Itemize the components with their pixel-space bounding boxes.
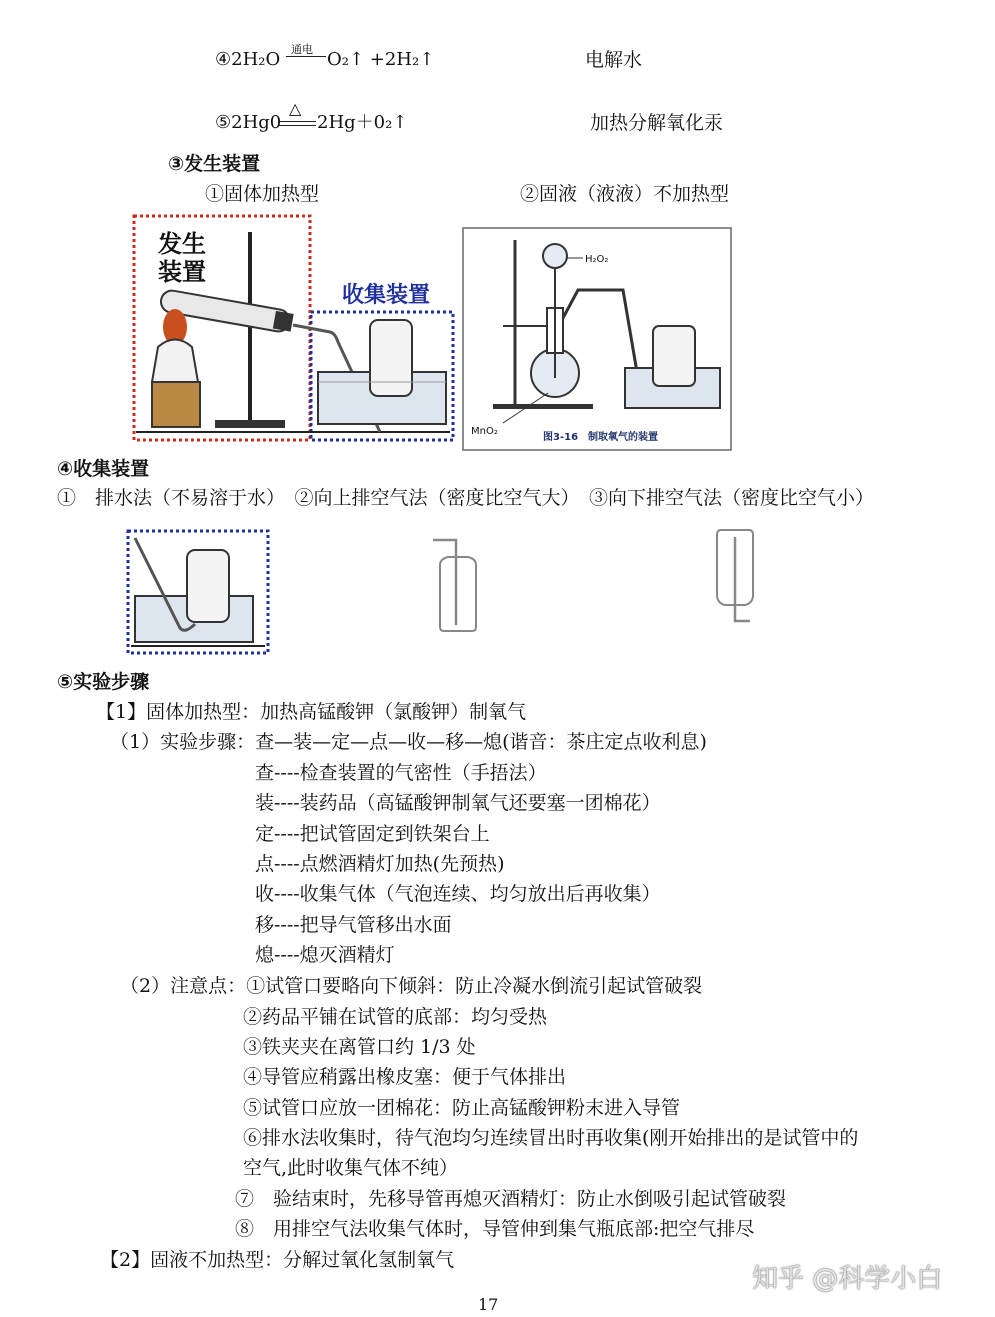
note-7: ⑦ 验结束时，先移导管再熄灭酒精灯：防止水倒吸引起试管破裂 [235,1188,787,1210]
stand-base [215,420,285,428]
section-3-title: ③发生装置 [168,153,261,175]
wooden-block [152,382,200,427]
gas-jar-3 [187,550,229,622]
mno2-label: MnO₂ [471,426,498,437]
step-remove: 移----把导气管移出水面 [255,914,452,936]
step-light: 点----点燃酒精灯加热(先预热) [255,853,505,875]
page-number: 17 [478,1295,499,1314]
apparatus-type-2: ②固液（液液）不加热型 [520,183,730,205]
step-check: 查----检查装置的气密性（手捂法） [255,762,547,784]
figure-2-caption: 图3-16 制取氧气的装置 [543,432,659,443]
note-8: ⑧ 用排空气法收集气体时，导管伸到集气瓶底部:把空气排尽 [235,1218,755,1240]
note-3: ③铁夹夹在离管口约 1/3 处 [243,1036,476,1058]
step-fix: 定----把试管固定到铁架台上 [255,823,490,845]
part-1-title: 【1】固体加热型：加热高锰酸钾（氯酸钾）制氧气 [96,701,527,723]
notes-title: （2）注意点：①试管口要略向下倾斜：防止冷凝水倒流引起试管破裂 [120,975,703,997]
solid-heating-figure [130,212,460,444]
note-5: ⑤试管口应放一团棉花：防止高锰酸钾粉末进入导管 [243,1097,681,1119]
watermark: 知乎 @科学小白 [752,1264,943,1294]
section-5-title: ⑤实验步骤 [57,671,150,693]
step-extinguish: 熄----熄灭酒精灯 [255,944,395,966]
equation-5-name: 加热分解氧化汞 [590,112,724,134]
collection-methods: ① 排水法（不易溶于水） ②向上排空气法（密度比空气大） ③向下排空气法（密度比空气小） [57,487,875,509]
gas-jar-2 [653,326,695,386]
stand-base-2 [493,404,593,409]
equation-5-products: 2Hg＋0₂↑ [317,112,408,133]
funnel [543,244,567,268]
section-4-title: ④收集装置 [57,458,150,480]
generator-label-line1: 发生 [158,230,206,258]
equation-5-equals [278,121,316,126]
equation-4-name: 电解水 [585,49,643,71]
stopper [273,311,294,332]
equation-4-reactant: ④2H₂O [215,49,281,70]
alcohol-lamp [152,340,198,383]
upward-air-figure [428,535,488,635]
step-collect: 收----收集气体（气泡连续、均匀放出后再收集） [255,883,661,905]
generator-label-line2: 装置 [158,258,206,286]
downward-air-figure [705,525,765,630]
steps-title: （1）实验步骤：查—装—定—点—收—移—熄(谐音：茶庄定点收利息) [110,731,707,753]
equation-5-reactant: ⑤2Hg0 [215,112,282,133]
note-2: ②药品平铺在试管的底部：均匀受热 [243,1006,548,1028]
collector-label: 收集装置 [342,283,431,308]
gas-bottle-up [440,557,476,631]
note-6: ⑥排水法收集时，待气泡均匀连续冒出时再收集(刚开始排出的是试管中的 [243,1127,859,1149]
note-4: ④导管应稍露出橡皮塞：便于气体排出 [243,1066,567,1088]
equation-4-condition: 通电 [291,43,313,56]
apparatus-type-1: ①固体加热型 [205,183,320,205]
equation-4-arrow-line [286,56,326,57]
solid-liquid-figure [463,228,733,453]
step-load: 装----装药品（高锰酸钾制氧气还要塞一团棉花） [255,792,661,814]
equation-4-products: O₂↑ +2H₂↑ [327,49,435,70]
note-6-cont: 空气,此时收集气体不纯） [243,1157,459,1179]
equation-5-condition: △ [289,99,302,118]
h2o2-label: H₂O₂ [585,254,609,265]
gas-jar [370,320,412,396]
water-displacement-figure [125,528,273,656]
part-2-title: 【2】固液不加热型：分解过氧化氢制氧气 [100,1249,455,1271]
